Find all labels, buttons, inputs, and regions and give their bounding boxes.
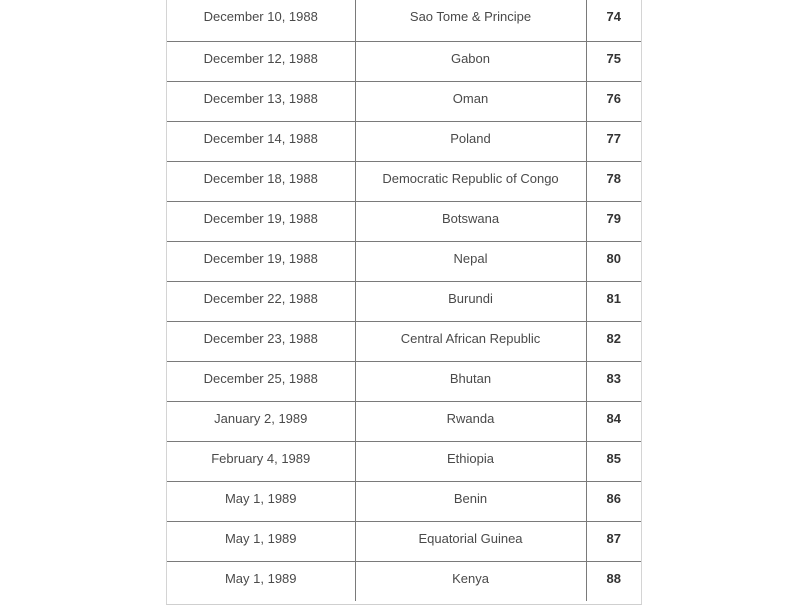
country-cell: Equatorial Guinea [355,521,586,561]
number-cell: 80 [586,241,641,281]
table-row [167,441,641,481]
table-row [167,481,641,521]
date-cell: December 10, 1988 [167,0,355,41]
date-cell: December 19, 1988 [167,201,355,241]
date-cell: December 23, 1988 [167,321,355,361]
number-cell: 86 [586,481,641,521]
table-row [167,521,641,561]
country-cell: Sao Tome & Principe [355,0,586,41]
country-cell: Poland [355,121,586,161]
table-row [167,81,641,121]
table-row [167,281,641,321]
date-cell: May 1, 1989 [167,521,355,561]
number-cell: 88 [606,570,621,586]
number-cell: 85 [586,441,641,481]
number-cell: 76 [586,81,641,121]
number-cell: 87 [586,521,641,561]
date-cell: December 18, 1988 [167,161,355,201]
table-row [167,321,641,361]
country-cell: Gabon [355,41,586,81]
country-cell: Botswana [355,201,586,241]
date-cell: December 14, 1988 [167,121,355,161]
country-cell: Nepal [355,241,586,281]
number-cell: 74 [586,0,641,41]
number-cell: 82 [586,321,641,361]
country-cell: Ethiopia [355,441,586,481]
country-cell: Central African Republic [355,321,586,361]
table-row [167,161,641,201]
date-cell: December 13, 1988 [167,81,355,121]
country-cell: Burundi [355,281,586,321]
date-cell: May 1, 1989 [167,481,355,521]
table-row [167,401,641,441]
country-cell: Kenya [355,561,586,601]
country-cell: Democratic Republic of Congo [355,161,586,201]
number-cell: 78 [586,161,641,201]
table-row [167,121,641,161]
number-cell: 77 [586,121,641,161]
date-cell: December 19, 1988 [167,241,355,281]
recognition-table-container [166,0,642,605]
date-cell: January 2, 1989 [167,401,355,441]
table-row [167,241,641,281]
date-cell: May 1, 1989 [167,561,355,601]
recognition-table [167,0,641,601]
number-cell: 79 [586,201,641,241]
number-cell: 83 [586,361,641,401]
country-cell: Rwanda [355,401,586,441]
table-row [167,561,641,601]
country-cell: Benin [355,481,586,521]
number-cell: 75 [586,41,641,81]
date-cell: December 12, 1988 [167,41,355,81]
country-cell: Bhutan [355,361,586,401]
date-cell: December 25, 1988 [167,361,355,401]
table-row [167,201,641,241]
date-cell: February 4, 1989 [167,441,355,481]
number-cell: 84 [586,401,641,441]
country-cell: Oman [355,81,586,121]
date-cell: December 22, 1988 [167,281,355,321]
table-row [167,41,641,81]
table-row [167,361,641,401]
number-cell: 81 [586,281,641,321]
table-row [167,0,641,41]
